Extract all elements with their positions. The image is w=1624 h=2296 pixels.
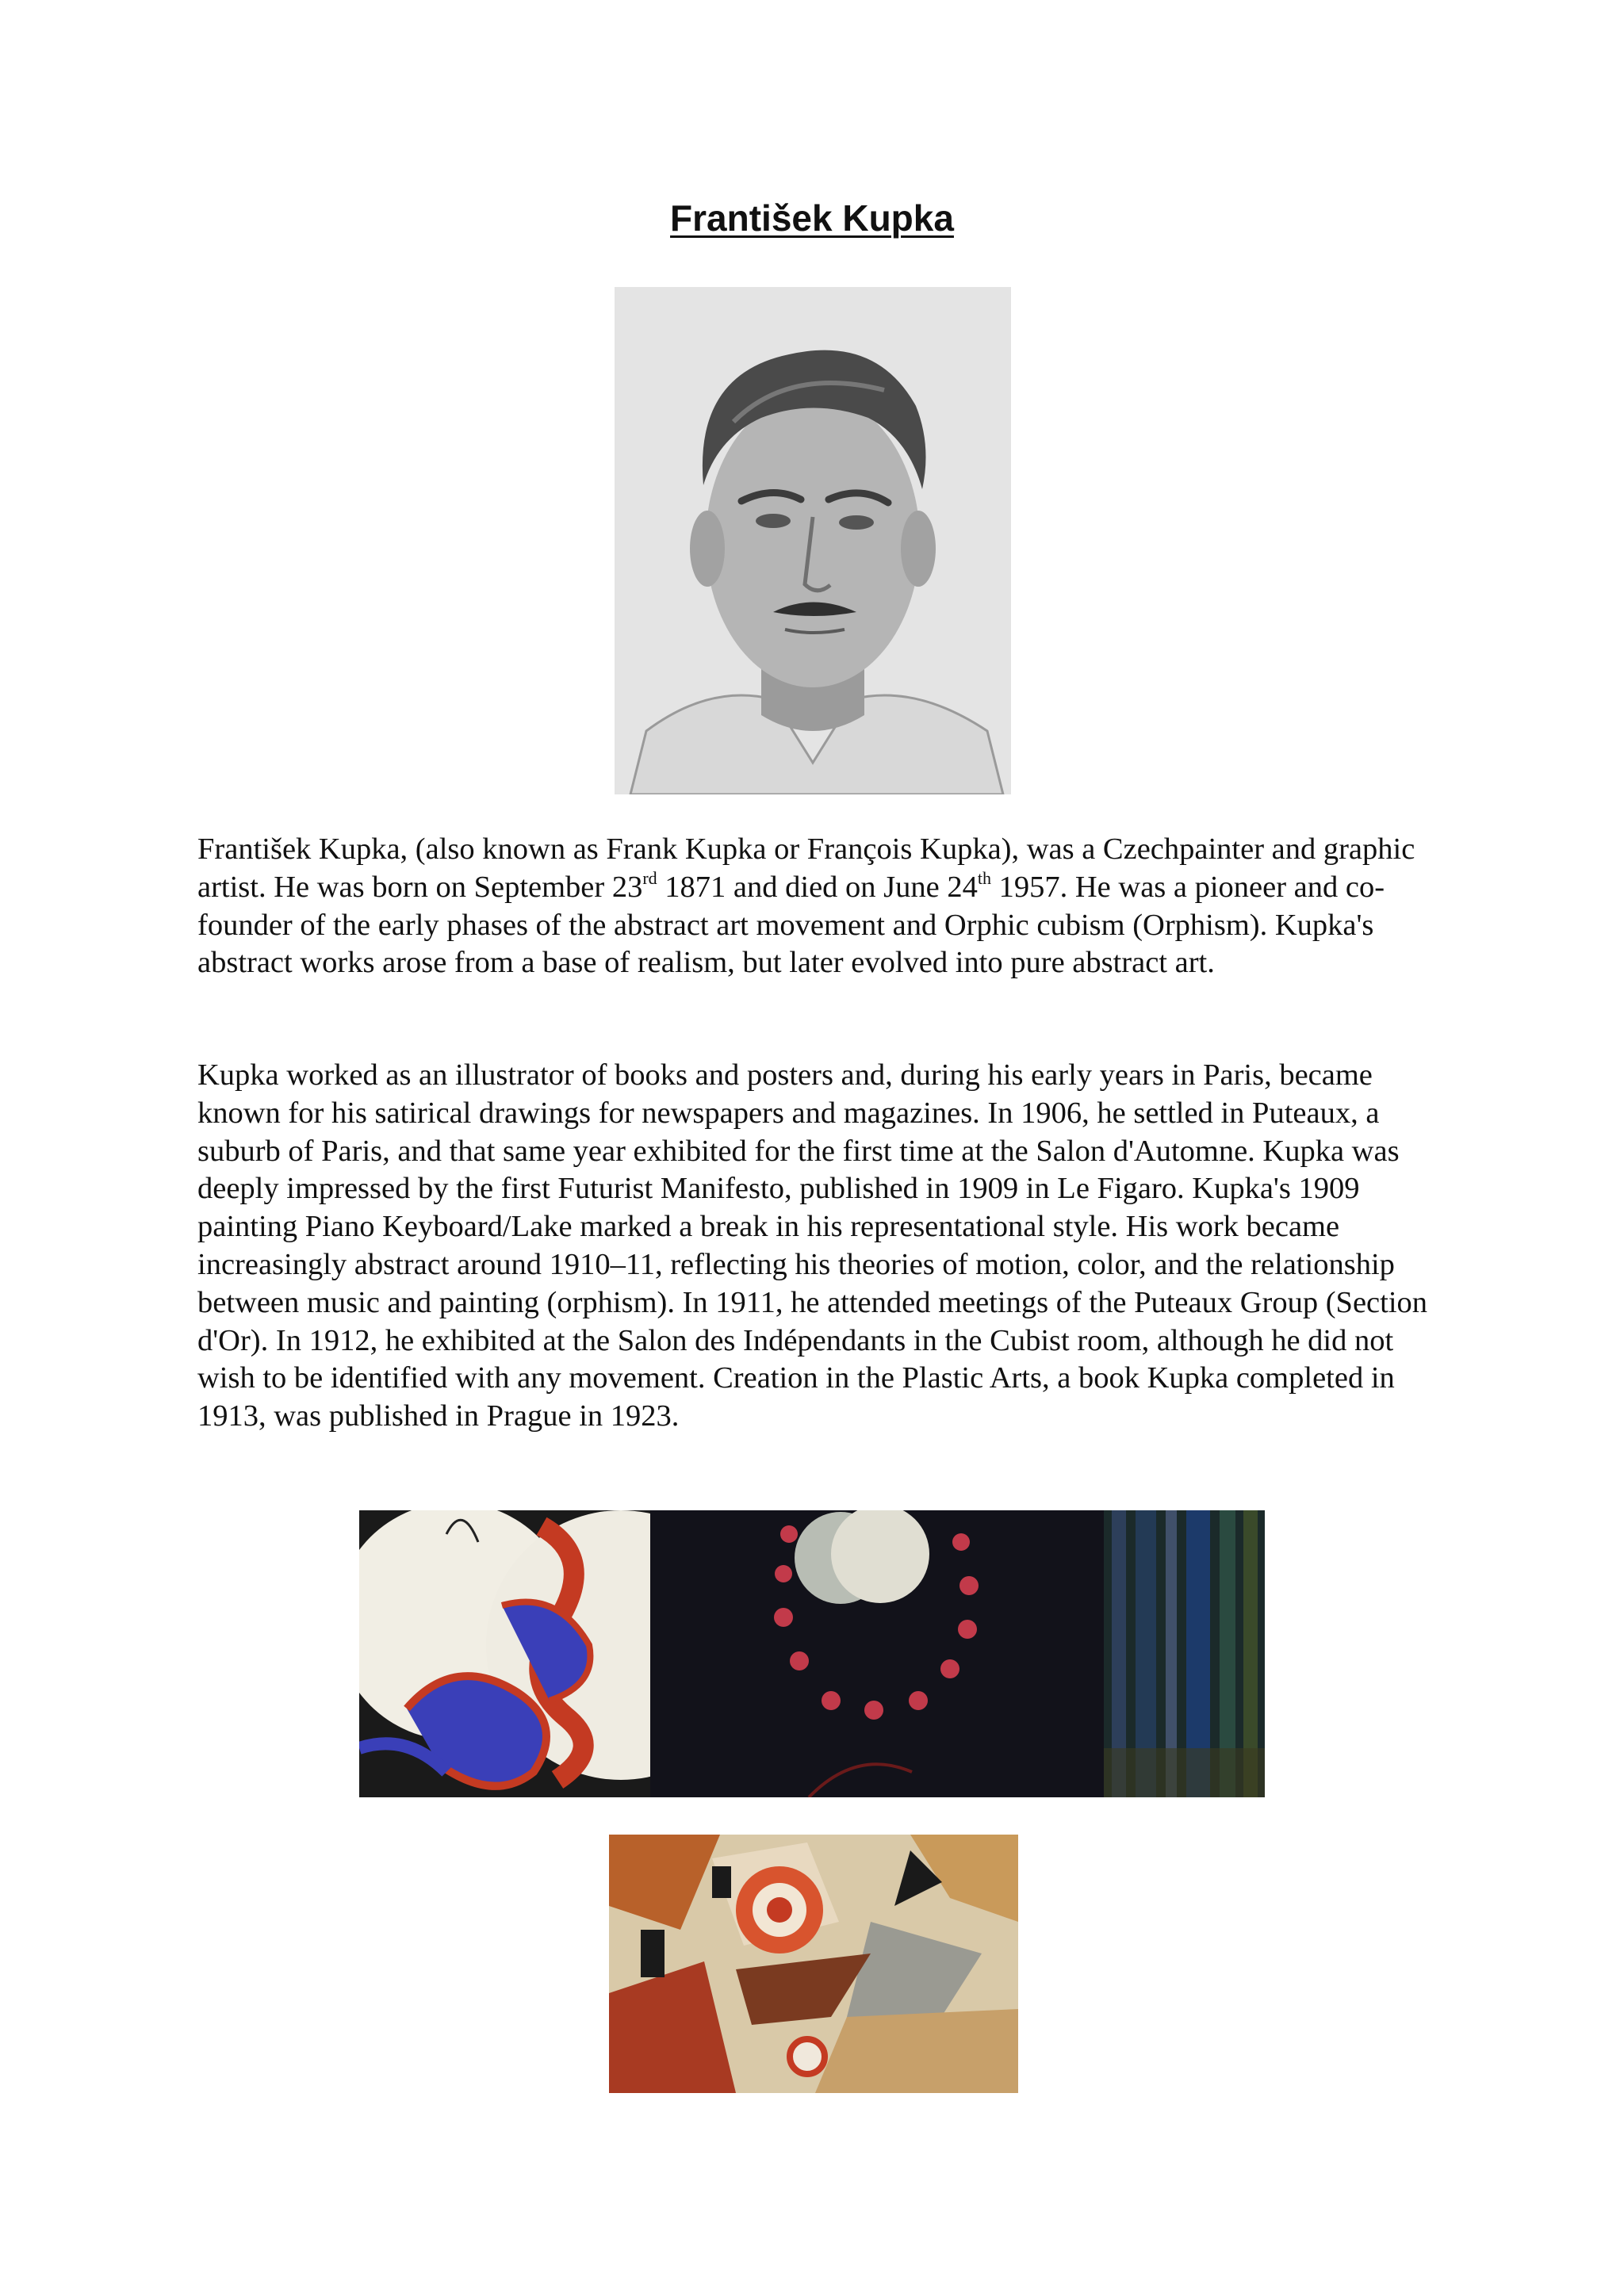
paragraph-biography — [197, 831, 1434, 982]
bio-text-3: 1957. He was a pioneer and co-founder of the early phases of the abstract art movement and Orphic cubism (Orphism). Kupka's abstract works arose from a base of realism, but later evolved into pure abstract art. — [197, 870, 1385, 980]
portrait-photo — [615, 287, 1011, 794]
page-title: František Kupka — [670, 197, 954, 239]
painting-image-4 — [609, 1835, 1018, 2093]
paragraph-career — [197, 1057, 1434, 1436]
painting-image-1 — [359, 1510, 650, 1797]
career-text: Kupka worked as an illustrator of books and posters and, during his early years in Paris, became known for his satirical drawings for newspapers and magazines. In 1906, he settled in Puteaux, a suburb of Paris, and that same year exhibited for the first time at the Salon d'Automne. Kupka was deeply impressed by the first Futurist Manifesto, published in 1909 in Le Figaro. Kupka's 1909 painting Piano Keyboard/Lake marked a break in his representational style. His work became increasingly abstract around 1910–11, reflecting his theories of motion, color, and the relationship between music and painting (orphism). In 1911, he attended meetings of the Puteaux Group (Section d'Or). In 1912, he exhibited at the Salon des Indépendants in the Cubist room, although he did not wish to be identified with any movement. Creation in the Plastic Arts, a book Kupka completed in 1913, was published in Prague in 1923. — [197, 1058, 1428, 1433]
painting-image-3 — [1104, 1510, 1265, 1797]
bio-superscript-rd: rd — [642, 867, 657, 888]
painting-image-2 — [650, 1510, 1104, 1797]
bio-text-1: František Kupka, (also known as Frank Kupka or François Kupka), was a Czechpainter and graphic artist. He was born on September 23 — [197, 832, 1415, 904]
bio-superscript-th: th — [977, 867, 991, 888]
bio-text-2: 1871 and died on June 24 — [657, 870, 978, 904]
